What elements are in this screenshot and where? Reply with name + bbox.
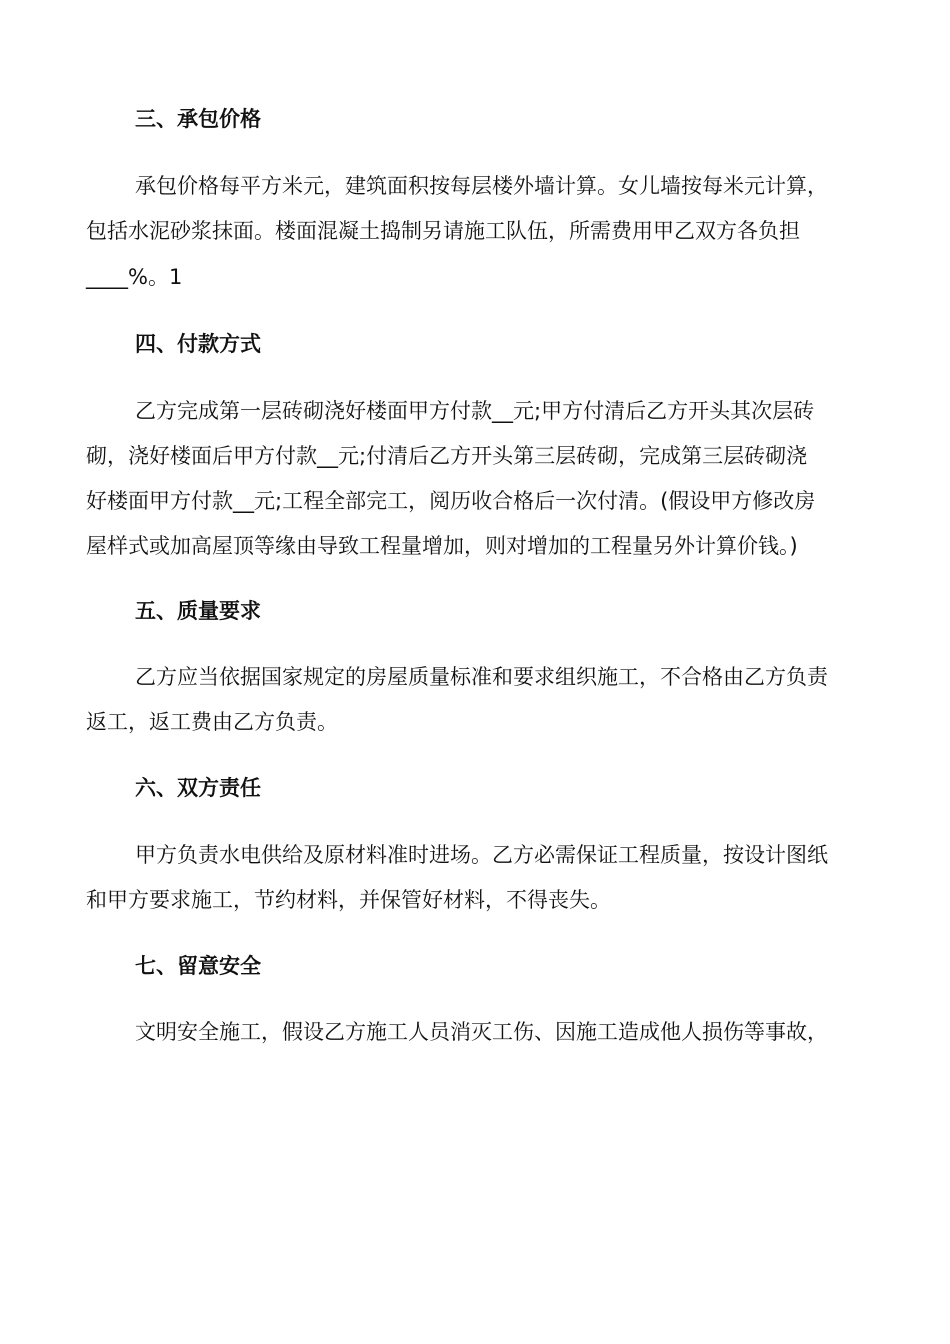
paragraph-line: 返工，返工费由乙方负责。 xyxy=(86,710,338,734)
paragraph-line: 乙方应当依据国家规定的房屋质量标准和要求组织施工，不合格由乙方负责 xyxy=(135,665,828,689)
paragraph-line: 屋样式或加高屋顶等缘由导致工程量增加，则对增加的工程量另外计算价钱。) xyxy=(86,534,798,558)
paragraph-line: 包括水泥砂浆抹面。楼面混凝土捣制另请施工队伍，所需费用甲乙双方各负担 xyxy=(86,219,800,243)
paragraph-line: 和甲方要求施工，节约材料，并保管好材料，不得丧失。 xyxy=(86,888,611,912)
section-heading-responsibility: 六、双方责任 xyxy=(135,776,261,800)
section-heading-safety: 七、留意安全 xyxy=(135,954,261,978)
paragraph-line: 甲方负责水电供给及原材料准时进场。乙方必需保证工程质量，按设计图纸 xyxy=(135,843,828,867)
section-heading-quality: 五、质量要求 xyxy=(135,599,261,623)
paragraph-line: 好楼面甲方付款__元;工程全部完工，阅历收合格后一次付清。(假设甲方修改房 xyxy=(86,489,816,513)
section-heading-payment: 四、付款方式 xyxy=(135,332,261,356)
paragraph-line: ____%。1 xyxy=(86,265,183,289)
paragraph-line: 文明安全施工，假设乙方施工人员消灭工伤、因施工造成他人损伤等事故， xyxy=(135,1020,828,1044)
paragraph-line: 砌，浇好楼面后甲方付款__元;付清后乙方开头第三层砖砌，完成第三层砖砌浇 xyxy=(86,444,808,468)
paragraph-line: 承包价格每平方米元，建筑面积按每层楼外墙计算。女儿墙按每米元计算， xyxy=(135,174,828,198)
paragraph-line: 乙方完成第一层砖砌浇好楼面甲方付款__元;甲方付清后乙方开头其次层砖 xyxy=(135,399,815,423)
section-heading-price: 三、承包价格 xyxy=(135,107,261,131)
